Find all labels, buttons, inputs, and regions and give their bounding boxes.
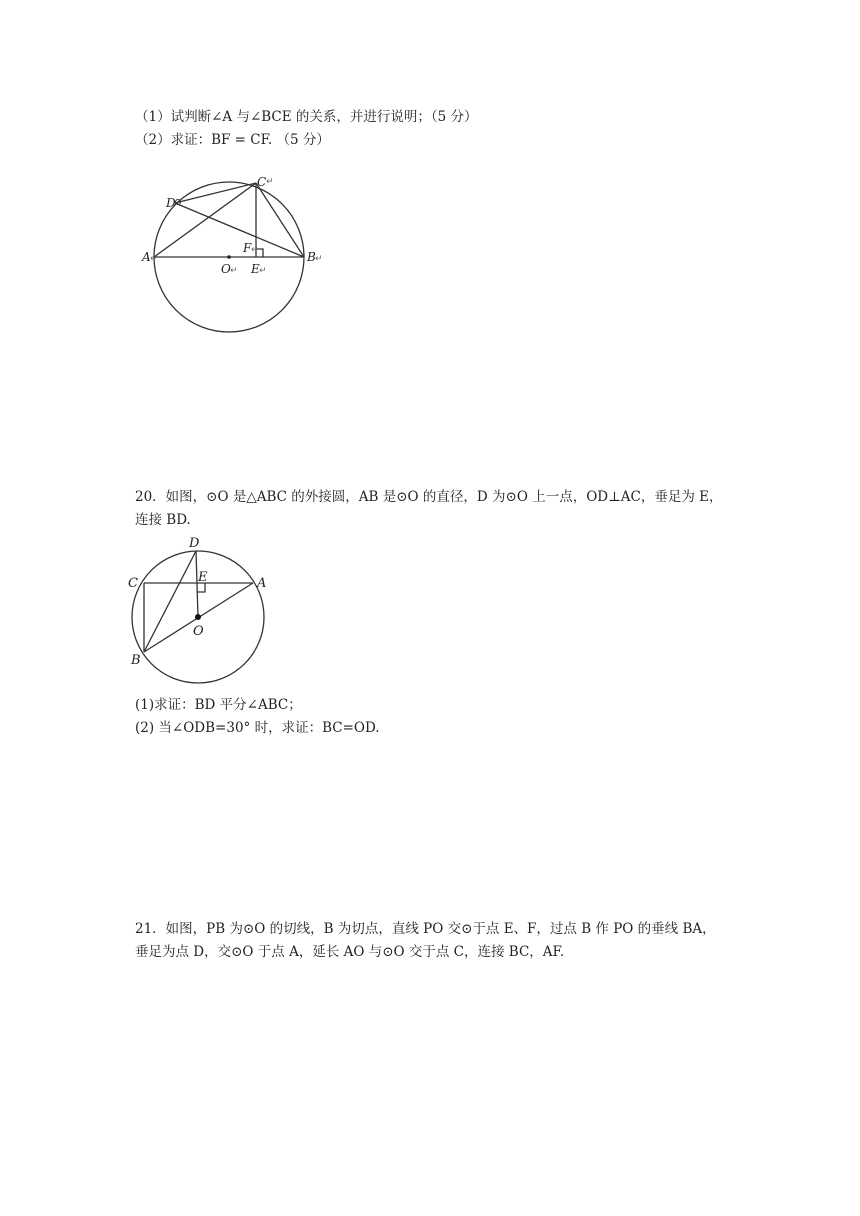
label-f: F bbox=[243, 241, 252, 255]
q20-part1: (1)求证：BD 平分∠ABC； bbox=[135, 697, 302, 713]
return-mark-c: ↵ bbox=[266, 177, 274, 187]
label-d: D bbox=[189, 536, 200, 551]
label-e: E bbox=[251, 262, 260, 276]
q21-stem-line1: 21．如图，PB 为⊙O 的切线，B 为切点，直线 PO 交⊙于点 E、F，过点 B 作 PO 的垂线 BA， bbox=[135, 921, 716, 937]
label-a: A bbox=[142, 250, 151, 264]
return-mark-b: ↵ bbox=[315, 254, 323, 264]
q20-part2: (2) 当∠ODB=30° 时，求证：BC=OD. bbox=[135, 720, 380, 736]
label-b: B bbox=[307, 250, 316, 264]
q20-stem-line1: 20．如图，⊙O 是△ABC 的外接圆，AB 是⊙O 的直径，D 为⊙O 上一点，OD⊥AC，垂足为 E， bbox=[135, 489, 723, 505]
label-a: A bbox=[257, 576, 267, 591]
return-mark-o: ↵ bbox=[230, 266, 238, 276]
return-mark-a: ↵ bbox=[150, 254, 158, 264]
segment-bd bbox=[144, 551, 196, 652]
label-o: O bbox=[221, 262, 231, 276]
label-o: O bbox=[193, 624, 204, 639]
return-mark-f: ↵ bbox=[251, 245, 259, 255]
return-mark-e: ↵ bbox=[259, 266, 267, 276]
label-e: E bbox=[198, 570, 208, 585]
center-point-o bbox=[195, 614, 201, 620]
label-d: D bbox=[166, 196, 176, 210]
q19-part2: （2）求证：BF = CF. （5 分） bbox=[135, 132, 330, 148]
label-c: C bbox=[257, 175, 267, 189]
label-b: B bbox=[131, 653, 141, 668]
label-c: C bbox=[128, 576, 138, 591]
q20-stem-line2: 连接 BD. bbox=[135, 512, 191, 528]
q19-part1: （1）试判断∠A 与∠BCE 的关系，并进行说明；（5 分） bbox=[135, 109, 478, 125]
q21-stem-line2: 垂足为点 D，交⊙O 于点 A，延长 AO 与⊙O 交于点 C，连接 BC，AF. bbox=[135, 944, 565, 960]
